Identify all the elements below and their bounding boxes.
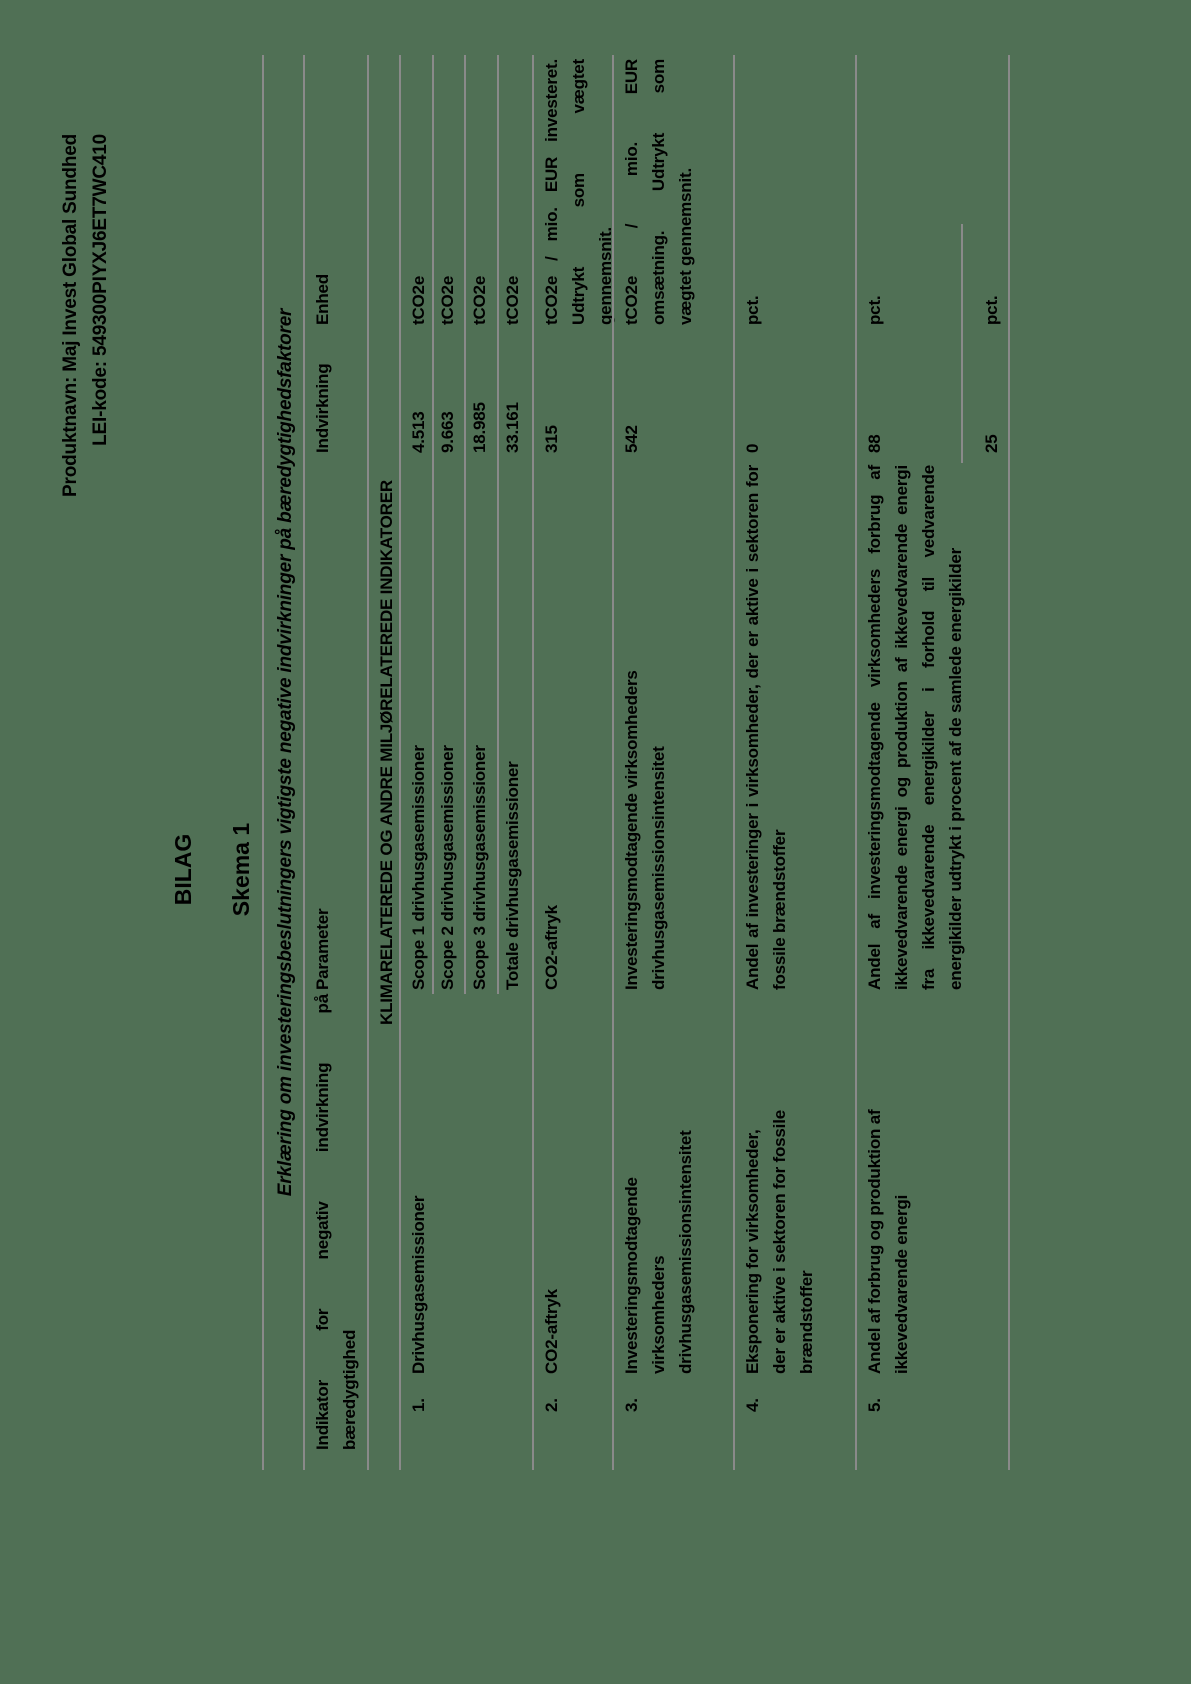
row1-number: 1.	[409, 1398, 428, 1412]
row1-scope1-unit: tCO2e	[409, 275, 428, 325]
row5-unit-cell	[857, 55, 1008, 331]
row2-indicator-cell	[534, 994, 619, 1450]
table-row-1-scope3	[464, 55, 497, 1470]
row5-indicator-cell	[857, 994, 1008, 1450]
row3-indicator-cell	[614, 994, 733, 1450]
row2-unit: tCO2e / mio. EUR investeret. Udtrykt som vægtet gennemsnit.	[542, 59, 615, 325]
table-row-1-scope2	[432, 55, 464, 1470]
row5-unit-consumption: pct.	[865, 295, 884, 325]
row4-number: 4.	[743, 1398, 762, 1412]
row1-scope3-unit: tCO2e	[470, 275, 489, 325]
table-row-4	[733, 55, 855, 1470]
row1-indicator-cell	[401, 994, 432, 1450]
subrow-divider	[464, 55, 466, 994]
row5-impact-divider	[961, 224, 963, 463]
row2-impact: 315	[542, 425, 561, 453]
row5-impact-consumption: 88	[865, 434, 884, 453]
row3-indicator-text: Investeringsmodtagende virksomheders drivhusgasemissionsintensitet	[622, 1130, 695, 1374]
document-header	[56, 134, 116, 497]
subrow-divider	[497, 55, 499, 994]
row5-unit-production: pct.	[982, 295, 1001, 325]
row4-unit: pct.	[743, 295, 762, 325]
row5-indicator-text: Andel af forbrug og produktion af ikkevedvarende energi	[865, 1109, 911, 1374]
row4-indicator-cell	[735, 994, 855, 1450]
table-title: Erklæring om investeringsbeslutningers vigtigste negative indvirkninger på bæredygtighedsfaktorer	[262, 55, 303, 1470]
table-row-2	[532, 55, 615, 1470]
bilag-heading: BILAG	[170, 833, 196, 906]
row1-total-impact: 33.161	[503, 402, 522, 453]
header-unit: Enhed	[313, 274, 332, 325]
skema-heading: Skema 1	[228, 822, 254, 917]
header-parameter: Parameter	[313, 908, 332, 990]
pai-table	[262, 55, 1010, 1470]
row1-indicator-text: Drivhusgasemissioner	[409, 1195, 428, 1374]
row1-scope1-parameter: Scope 1 drivhusgasemissioner	[409, 745, 428, 990]
row4-impact: 0	[743, 443, 762, 453]
table-row-5	[855, 55, 1010, 1470]
row1-scope2-parameter: Scope 2 drivhusgasemissioner	[438, 745, 457, 990]
row1-scope2-unit: tCO2e	[438, 275, 457, 325]
row2-parameter: CO2-aftryk	[542, 905, 561, 990]
row1-scope2-impact: 9.663	[438, 411, 457, 453]
row2-indicator-text: CO2-aftryk	[542, 1289, 561, 1374]
header-impact: Indvirkning	[313, 363, 332, 453]
row3-unit: tCO2e / mio. EUR omsætning. Udtrykt som vægtet gennemsnit.	[622, 59, 695, 325]
table-header-row	[303, 55, 367, 1470]
row1-scope3-impact: 18.985	[470, 402, 489, 453]
row1-total-unit: tCO2e	[503, 275, 522, 325]
row5-number: 5.	[865, 1398, 884, 1412]
product-name-line: Produktnavn: Maj Invest Global Sundhed	[60, 134, 81, 497]
row5-impact-cell	[857, 331, 1008, 457]
row4-indicator-text: Eksponering for virksomheder, der er aktive i sektoren for fossile brændstoffer	[743, 1110, 816, 1374]
table-row-3	[612, 55, 733, 1470]
table-row-1	[399, 55, 432, 1470]
row5-parameter: Andel af investeringsmodtagende virksomheders forbrug af ikkevedvarende energi og produktion af ikkevedvarende energi fra ikkevedvarende energikilder i forhold til vedvarende energikilder udtrykt i procent af de samlede energikilder	[865, 465, 965, 990]
subrow-divider	[432, 55, 434, 994]
row5-impact-production: 25	[982, 434, 1001, 453]
row3-number: 3.	[622, 1398, 641, 1412]
section-header-climate: KLIMARELATEREDE OG ANDRE MILJØRELATEREDE INDIKATORER	[367, 55, 399, 1470]
header-indicator: Indikator for negativ indvirkning på bæredygtighed	[313, 994, 359, 1450]
table-row-1-total	[497, 55, 532, 1470]
lei-code-line: LEI-kode: 549300PIYXJ6ET7WC410	[90, 134, 111, 446]
row3-parameter: Investeringsmodtagende virksomheders drivhusgasemissionsintensitet	[622, 670, 668, 990]
row1-scope3-parameter: Scope 3 drivhusgasemissioner	[470, 745, 489, 990]
row1-total-parameter: Totale drivhusgasemissioner	[503, 761, 522, 990]
row2-number: 2.	[542, 1398, 561, 1412]
row1-scope1-impact: 4.513	[409, 411, 428, 453]
row3-impact: 542	[622, 425, 641, 453]
row4-parameter: Andel af investeringer i virksomheder, der er aktive i sektoren for fossile brændstoffer	[743, 465, 789, 990]
